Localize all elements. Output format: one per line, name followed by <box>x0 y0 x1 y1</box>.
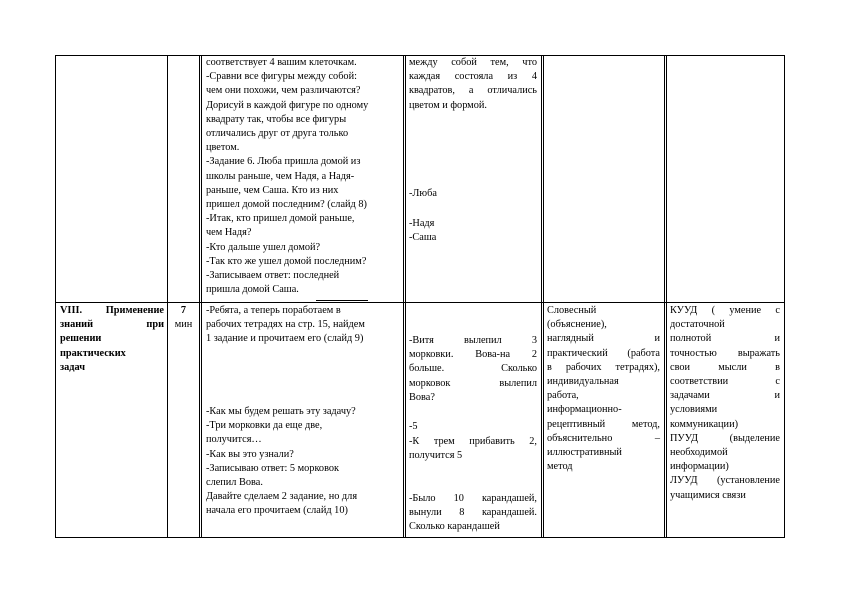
text-line: объяснительно – <box>547 432 660 444</box>
text-line: -Так кто же ушел домой последним? <box>206 255 367 267</box>
text-line: необходимой <box>670 447 728 459</box>
text-line: -Кто дальше ушел домой? <box>206 241 321 253</box>
text-line: решении <box>60 333 102 345</box>
row2-teacher-activity-b <box>206 405 401 519</box>
text-line: соответствии с <box>670 376 780 388</box>
col-border-0 <box>55 55 56 538</box>
row2-methods <box>547 304 660 474</box>
text-line: индивидуальная <box>547 376 619 388</box>
col-border-10 <box>784 55 785 538</box>
row2-uud <box>670 304 780 503</box>
text-line: -Было 10 карандашей, <box>409 493 537 504</box>
text-line: соответствует 4 вашим клеточкам. <box>206 57 357 68</box>
text-line: получится 5 <box>409 450 463 462</box>
col-border-5 <box>405 55 406 538</box>
text-line: -Витя вылепил 3 <box>409 335 537 346</box>
text-line: чем они похожи, чем различаются? <box>206 85 361 97</box>
answer-line: -Саша <box>409 232 437 244</box>
text-line: ПУУД (выделение <box>670 432 780 444</box>
text-line: задач <box>60 361 86 373</box>
row2-teacher-activity-a <box>206 304 401 347</box>
text-line: Давайте сделаем 2 задание, но для <box>206 491 358 503</box>
col-border-4 <box>403 55 404 538</box>
text-line: учащимися связи <box>670 489 746 501</box>
text-line: 1 задание и прочитаем его (слайд 9) <box>206 333 364 345</box>
text-line: каждая состояла из 4 <box>409 71 537 83</box>
text-line: чем Надя? <box>206 227 252 239</box>
text-line: слепил Вова. <box>206 477 263 489</box>
text-line: ЛУУД (установление <box>670 475 780 487</box>
text-line: наглядный и <box>547 333 660 345</box>
row2-students-answer <box>409 420 537 434</box>
text-line: вынули 8 карандашей. <box>409 507 537 519</box>
text-line: цветом и формой. <box>409 99 487 111</box>
text-line: квадрату так, чтобы все фигуры <box>206 113 347 125</box>
text-line: Дорисуй в каждой фигуре по одному <box>206 99 369 111</box>
text-line: иллюстративный <box>547 447 622 459</box>
underline-stub <box>316 300 368 301</box>
text-line: КУУД ( умение с <box>670 305 780 316</box>
text-line: -Как вы это узнали? <box>206 448 294 460</box>
row2-time <box>168 304 199 332</box>
time-unit: мин <box>174 319 193 331</box>
text-line: раньше, чем Саша. Кто из них <box>206 184 339 196</box>
text-line: морковки. Вова-на 2 <box>409 349 537 361</box>
text-line: Вова? <box>409 391 435 403</box>
text-line: -Как мы будем решать эту задачу? <box>206 406 356 417</box>
row1-students-explanation <box>409 56 537 113</box>
row1-teacher-activity <box>206 56 401 297</box>
text-line: -К трем прибавить 2, <box>409 436 537 447</box>
row1-students-answers <box>409 187 537 246</box>
text-line: знаний при <box>60 319 164 331</box>
text-line: -Записываем ответ: последней <box>206 270 340 282</box>
text-line: метод <box>547 461 573 473</box>
time-value: 7 <box>180 305 187 316</box>
text-line: -5 <box>409 421 418 432</box>
text-line: -Три морковки да еще две, <box>206 420 323 432</box>
row2-students-explain <box>409 435 537 463</box>
text-line: цветом. <box>206 142 240 154</box>
text-line: рабочих тетрадях на стр. 15, найдем <box>206 319 365 331</box>
col-border-2 <box>199 55 200 538</box>
text-line: условиями <box>670 404 718 416</box>
text-line: между собой тем, что <box>409 57 537 68</box>
row-divider <box>55 302 785 303</box>
row2-students-task2 <box>409 492 537 535</box>
col-border-7 <box>543 55 544 538</box>
text-line: -Записываю ответ: 5 морковок <box>206 462 340 474</box>
text-line: коммуникации) <box>670 418 739 430</box>
text-line: -Сравни все фигуры между собой: <box>206 71 357 83</box>
col-border-9 <box>666 55 667 538</box>
col-border-8 <box>664 55 665 538</box>
text-line: достаточной <box>670 319 725 331</box>
text-line: квадратов, а отличались <box>409 85 537 97</box>
text-line: в рабочих тетрадях), <box>547 361 660 373</box>
row2-students-task1 <box>409 334 537 405</box>
text-line: больше. Сколько <box>409 363 537 375</box>
col-border-3 <box>201 55 202 538</box>
text-line: школы раньше, чем Надя, а Надя- <box>206 170 355 182</box>
text-line: начала его прочитаем (слайд 10) <box>206 505 348 517</box>
text-line: -Ребята, а теперь поработаем в <box>206 305 341 316</box>
text-line: пришла домой Саша. <box>206 284 299 296</box>
col-border-1 <box>167 55 168 538</box>
row2-stage-title <box>60 304 164 375</box>
text-line: отличались друг от друга только <box>206 128 349 140</box>
text-line: рецептивный метод, <box>547 418 660 430</box>
text-line: -Задание 6. Люба пришла домой из <box>206 156 361 168</box>
answer-line: -Люба <box>409 188 437 199</box>
table-bottom-border <box>55 537 785 538</box>
answer-line: -Надя <box>409 218 435 230</box>
text-line: пришел домой последним? (слайд 8) <box>206 199 367 211</box>
row1-teacher-lines <box>206 56 401 297</box>
text-line: практических <box>60 347 126 359</box>
text-line: работа, <box>547 390 579 402</box>
text-line: точностью выражать <box>670 347 780 359</box>
text-line: полнотой и <box>670 333 780 345</box>
text-line: -Итак, кто пришел домой раньше, <box>206 213 355 225</box>
text-line: морковок вылепил <box>409 377 537 389</box>
text-line: Словесный <box>547 305 597 316</box>
text-line: VIII. Применение <box>60 305 164 316</box>
text-line: практический (работа <box>547 347 660 359</box>
text-line: (объяснение), <box>547 319 607 331</box>
text-line: информационно- <box>547 404 622 416</box>
text-line: получится… <box>206 434 262 446</box>
text-line: задачами и <box>670 390 780 402</box>
col-border-6 <box>541 55 542 538</box>
text-line: Сколько карандашей <box>409 521 500 533</box>
text-line: информации) <box>670 461 729 473</box>
text-line: свои мысли в <box>670 361 780 373</box>
